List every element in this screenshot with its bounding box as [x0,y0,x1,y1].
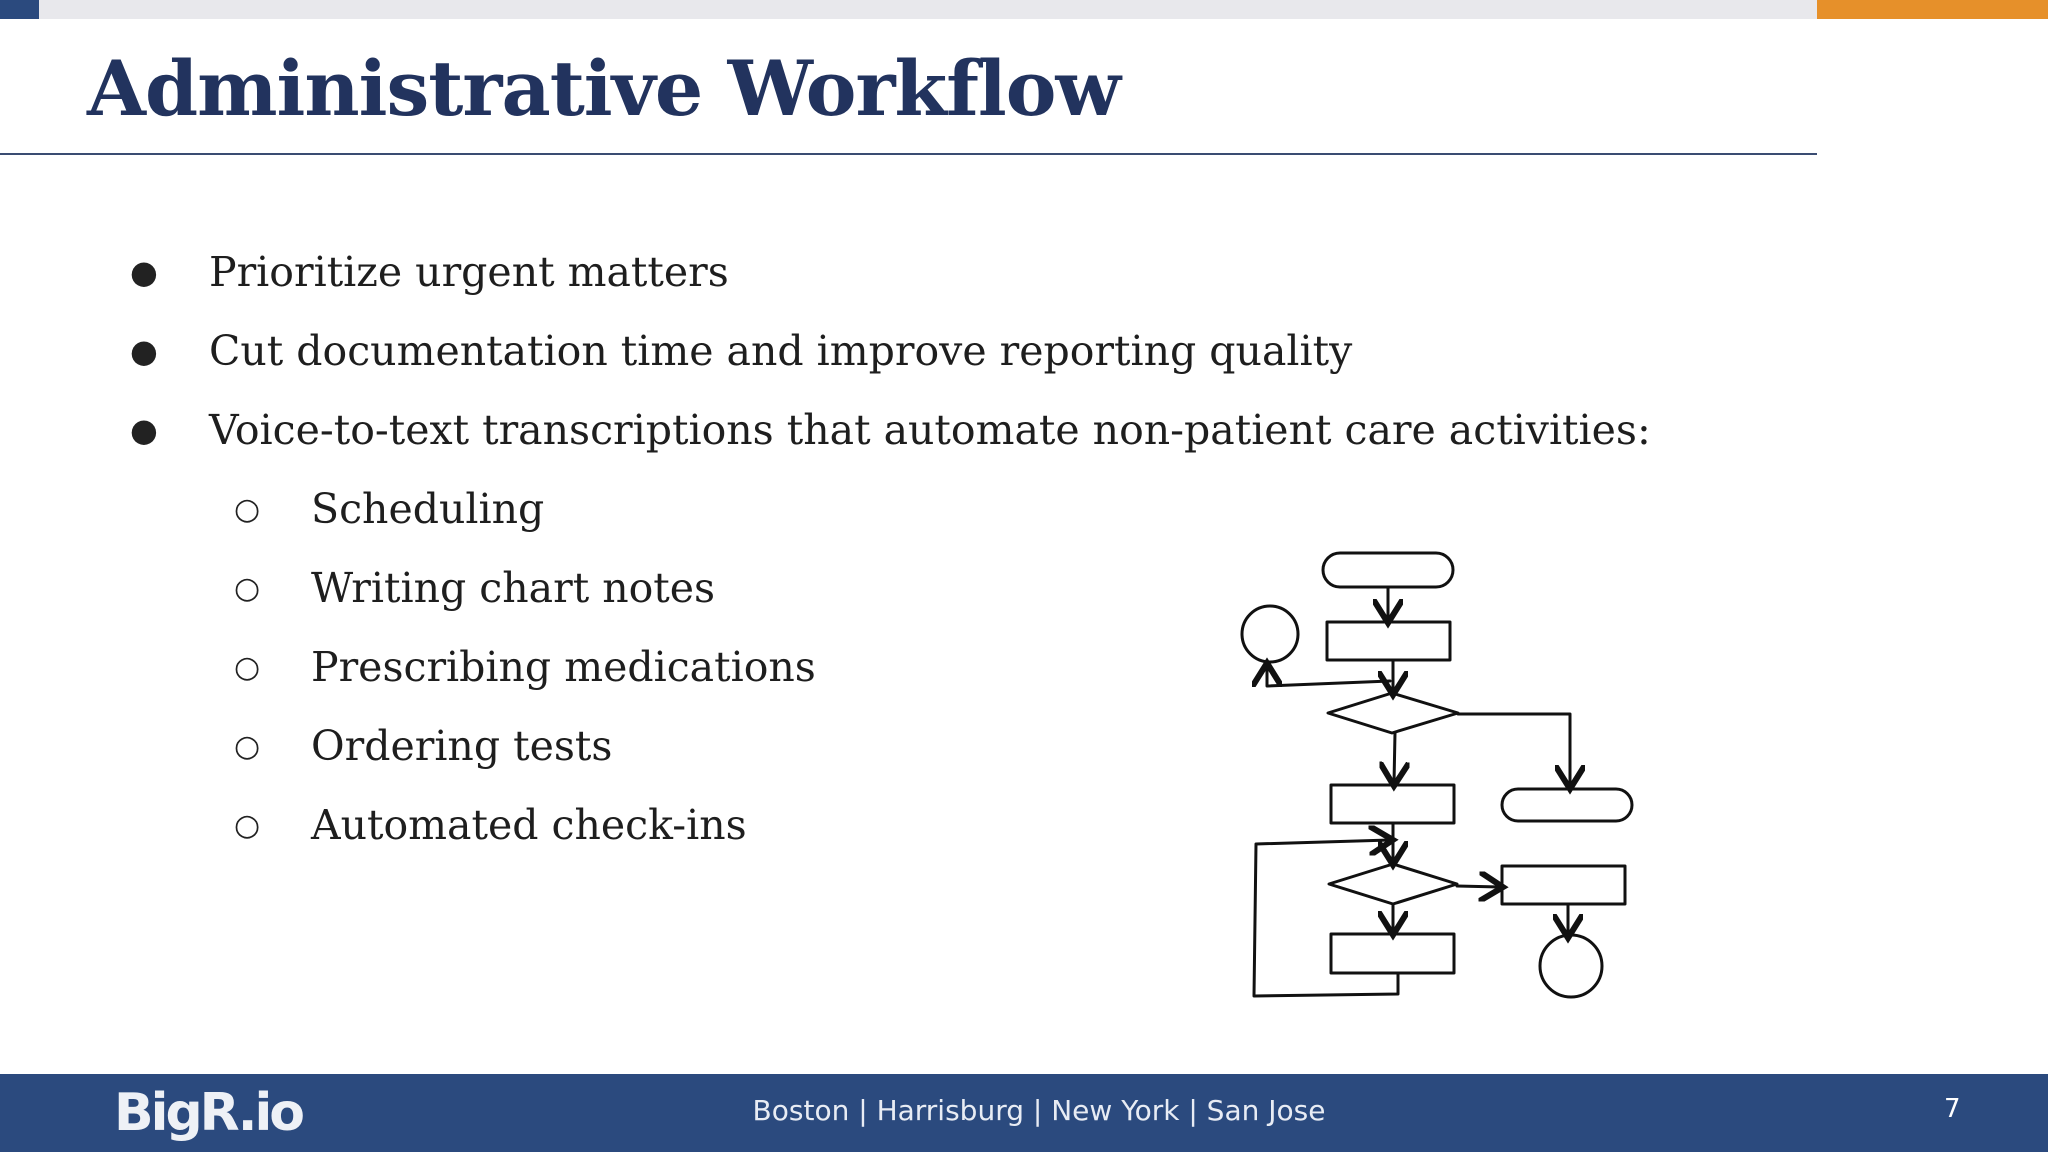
top-accent-blue-block [0,0,39,19]
bullet-text: Voice-to-text transcriptions that automate non-patient care activities: [209,406,1651,454]
sub-bullet-text: Ordering tests [311,722,613,770]
bullet-marker: ● [130,253,158,291]
sub-bullet-text: Automated check-ins [311,801,747,849]
sub-bullet-text: Scheduling [311,485,545,533]
sub-bullet-marker: ○ [234,570,261,606]
page-number: 7 [1944,1094,1961,1124]
footer-cities: Boston | Harrisburg | New York | San Jose [752,1094,1326,1127]
sub-bullet-text: Writing chart notes [311,564,716,612]
hand-drawn-flowchart-icon [1150,520,1660,1030]
slide-title: Administrative Workflow [87,44,1120,133]
sub-bullet-marker: ○ [234,807,261,843]
company-logo: BigR.io [114,1083,302,1143]
bullet-text: Cut documentation time and improve reporting quality [209,327,1353,375]
title-divider [0,153,1817,155]
top-accent-bar [0,0,1817,19]
top-accent-orange-block [1817,0,2048,19]
sub-bullet-marker: ○ [234,649,261,685]
sub-bullet-text: Prescribing medications [311,643,816,691]
bullet-marker: ● [130,411,158,449]
bullet-marker: ● [130,332,158,370]
sub-bullet-marker: ○ [234,491,261,527]
sub-bullet-marker: ○ [234,728,261,764]
bullet-text: Prioritize urgent matters [209,248,729,296]
